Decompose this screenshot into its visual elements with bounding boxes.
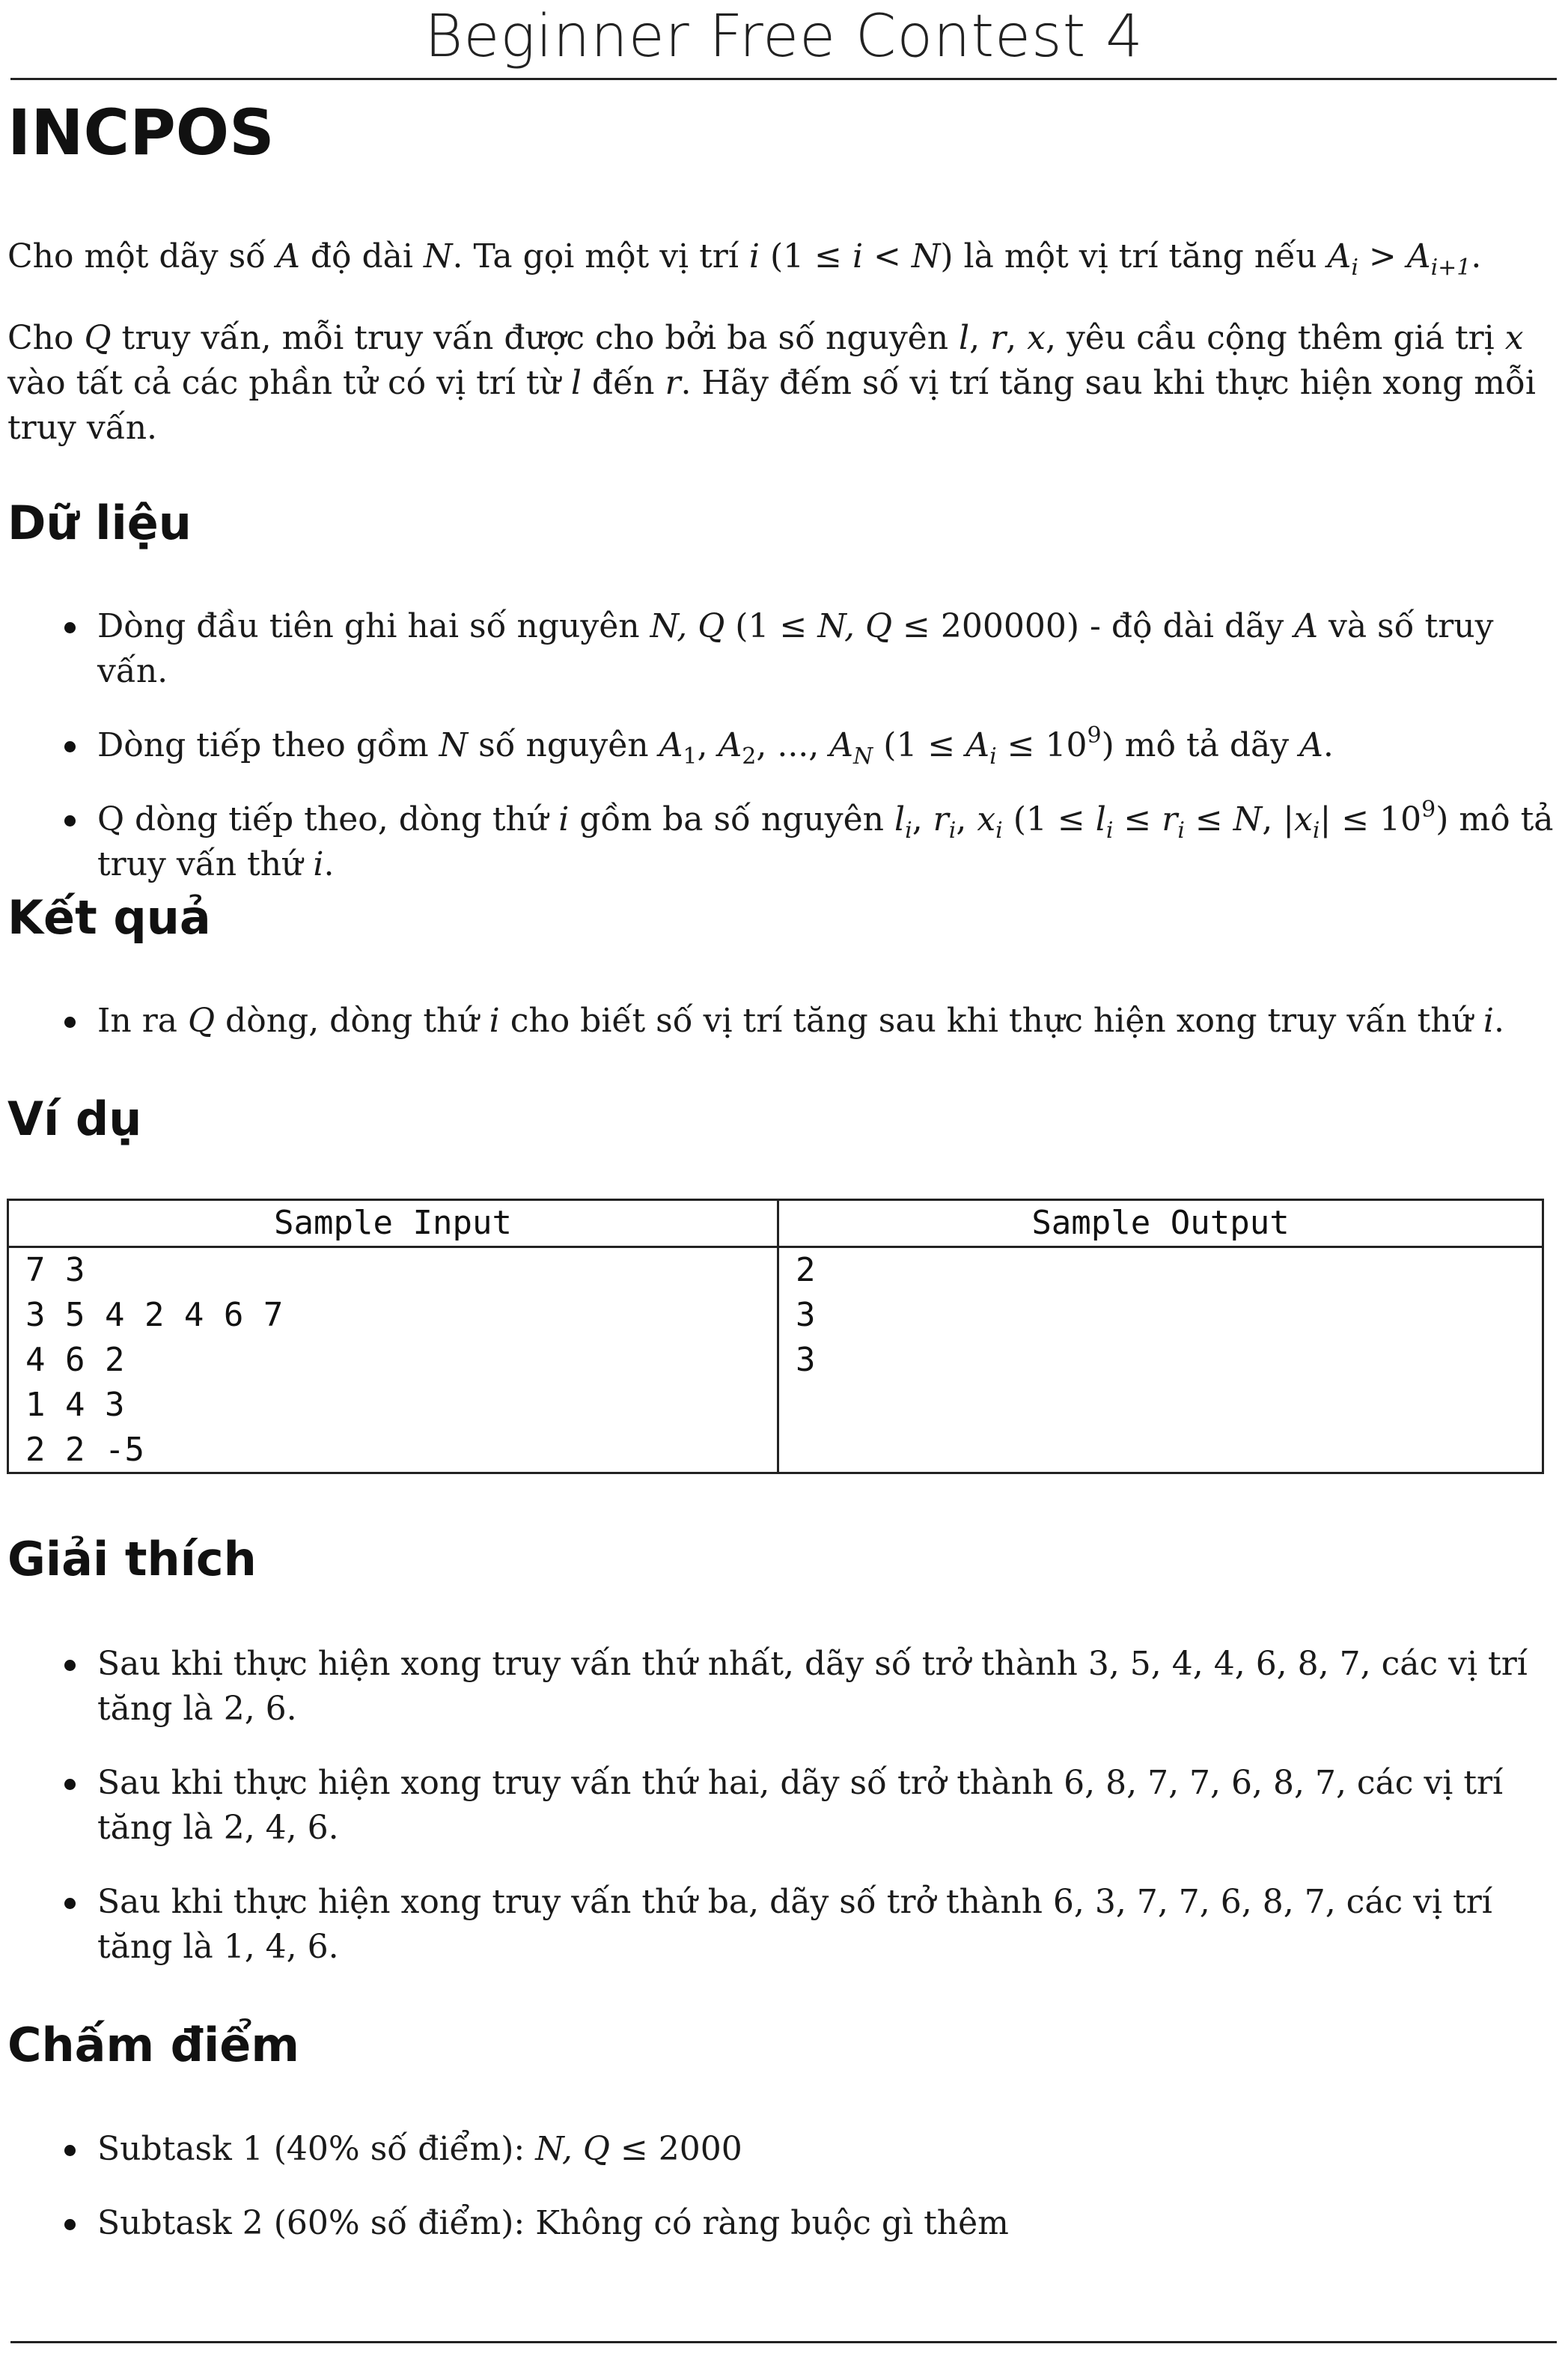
bullet-icon xyxy=(64,741,76,752)
input-section-heading: Dữ liệu xyxy=(7,496,192,550)
sample-input-line: 2 2 -5 xyxy=(25,1431,144,1469)
footer-divider xyxy=(10,2341,1557,2343)
explanation-list xyxy=(0,1642,1557,1970)
sample-output-header: Sample Output xyxy=(779,1201,1542,1248)
bullet-icon xyxy=(64,622,76,633)
sample-input-line: 7 3 xyxy=(25,1251,85,1289)
sample-output-line: 3 xyxy=(796,1296,816,1334)
problem-code: INCPOS xyxy=(7,96,275,169)
output-format-list xyxy=(0,999,1557,1044)
header-divider xyxy=(10,78,1557,80)
list-item: Subtask 1 (40% số điểm): N, Q ≤ 2000 xyxy=(0,2127,1557,2172)
explanation-section-heading: Giải thích xyxy=(7,1532,257,1586)
scoring-list xyxy=(0,2127,1557,2246)
example-section-heading: Ví dụ xyxy=(7,1092,142,1146)
sample-input-line: 1 4 3 xyxy=(25,1386,125,1424)
sample-input-line: 4 6 2 xyxy=(25,1341,125,1379)
list-item: Dòng tiếp theo gồm N số nguyên $A_1$, $A_2$, ..., $A_N$ $(1 \le A_i \le 10^9)$ mô tả dãy A. xyxy=(0,723,1557,768)
list-item: Q dòng tiếp theo, dòng thứ i gồm ba số nguyên $l_i$, $r_i$, $x_i$ ($1 \le l_i \le r_i \le N$, $|x_i| \le 10^9$) mô tả truy vấn thứ i. xyxy=(0,797,1557,887)
scoring-section-heading: Chấm điểm xyxy=(7,2018,299,2072)
sample-output-lines xyxy=(779,1248,1542,1383)
list-item: Subtask 2 (60% số điểm): Không có ràng buộc gì thêm xyxy=(0,2201,1557,2246)
sample-table xyxy=(7,1199,1544,1474)
sample-input-header: Sample Input xyxy=(9,1201,777,1248)
list-item: Sau khi thực hiện xong truy vấn thứ nhất, dãy số trở thành 3, 5, 4, 4, 6, 8, 7, các vị trí tăng là 2, 6. xyxy=(0,1642,1557,1732)
bullet-icon xyxy=(64,1898,76,1909)
sample-input-column xyxy=(9,1201,779,1472)
list-item: Sau khi thực hiện xong truy vấn thứ hai, dãy số trở thành 6, 8, 7, 7, 6, 8, 7, các vị trí tăng là 2, 4, 6. xyxy=(0,1761,1557,1851)
bullet-icon xyxy=(64,2145,76,2156)
input-format-list xyxy=(0,604,1557,887)
bullet-icon xyxy=(64,1660,76,1671)
sample-input-lines xyxy=(9,1248,777,1473)
bullet-icon xyxy=(64,2219,76,2230)
list-item: Dòng đầu tiên ghi hai số nguyên N, Q (1 ≤ N, Q ≤ 200000) - độ dài dãy A và số truy vấn. xyxy=(0,604,1557,694)
sample-output-line: 3 xyxy=(796,1341,816,1379)
bullet-icon xyxy=(64,815,76,827)
list-item: Sau khi thực hiện xong truy vấn thứ ba, dãy số trở thành 6, 3, 7, 7, 6, 8, 7, các vị trí tăng là 1, 4, 6. xyxy=(0,1880,1557,1970)
bullet-icon xyxy=(64,1779,76,1790)
contest-title: Beginner Free Contest 4 xyxy=(424,3,1144,70)
statement-paragraph-2: Cho Q truy vấn, mỗi truy vấn được cho bởi ba số nguyên l, r, x, yêu cầu cộng thêm giá trị x vào tất cả các phần tử có vị trí từ l đến r. Hãy đếm số vị trí tăng sau khi thực hiện xong mỗi truy vấn. xyxy=(7,319,1536,447)
statement-paragraph-1: Cho một dãy số A độ dài N. Ta gọi một vị trí i (1 ≤ i < N) là một vị trí tăng nếu $A_i > A_{i+1}$. xyxy=(7,237,1482,281)
bullet-icon xyxy=(64,1017,76,1028)
sample-input-line: 3 5 4 2 4 6 7 xyxy=(25,1296,284,1334)
list-item: In ra Q dòng, dòng thứ i cho biết số vị trí tăng sau khi thực hiện xong truy vấn thứ i. xyxy=(0,999,1557,1044)
output-section-heading: Kết quả xyxy=(7,890,211,945)
sample-output-column xyxy=(779,1201,1542,1472)
sample-output-line: 2 xyxy=(796,1251,816,1289)
